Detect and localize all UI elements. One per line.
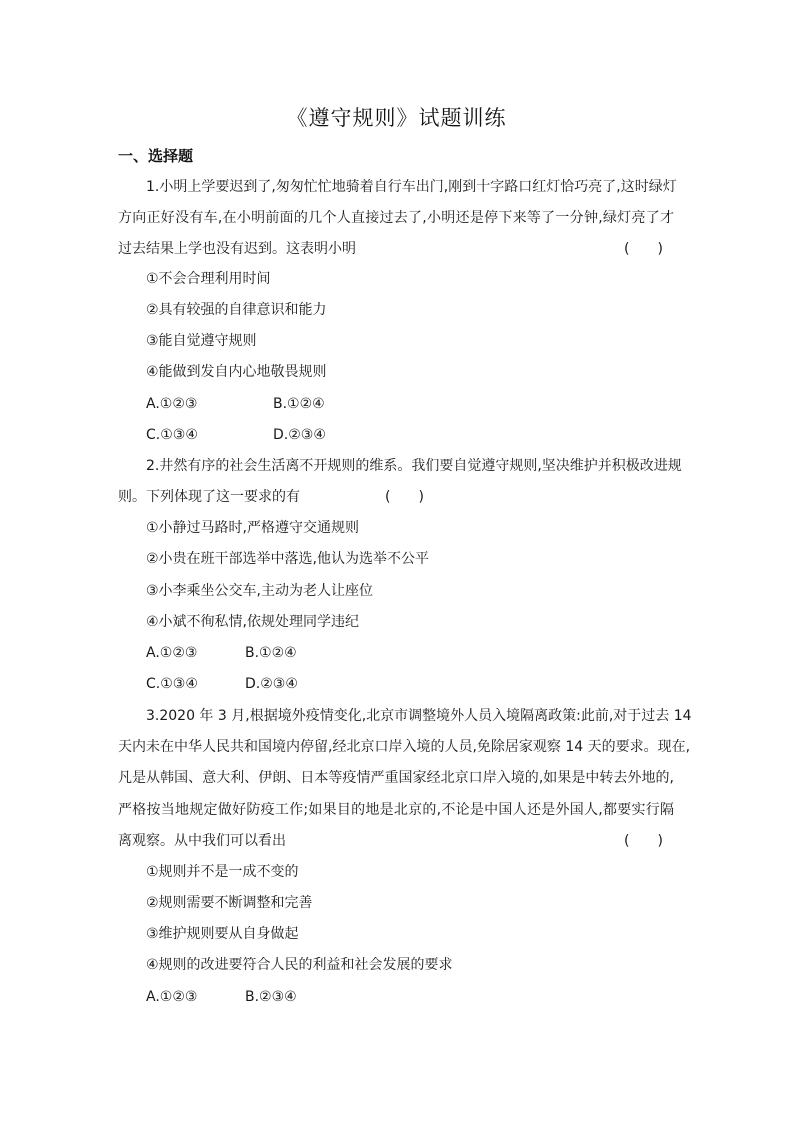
- q3-stem-line-2: 天内未在中华人民共和国境内停留,经北京口岸入境的人员,免除居家观察 14 天的要求。现在,: [118, 739, 691, 755]
- q3-option-2: ②规则需要不断调整和完善: [146, 895, 313, 911]
- q3-option-4: ④规则的改进要符合人民的利益和社会发展的要求: [146, 957, 453, 973]
- section-heading: 一、选择题: [118, 147, 194, 165]
- q2-choice-d: D.②③④: [245, 676, 298, 692]
- q2-option-4: ④小斌不徇私情,依规处理同学违纪: [146, 614, 360, 630]
- q3-option-1: ①规则并不是一成不变的: [146, 864, 299, 880]
- q2-option-1: ①小静过马路时,严格遵守交通规则: [146, 520, 360, 536]
- q1-option-1: ①不会合理利用时间: [146, 271, 271, 287]
- q1-choice-b: B.①②④: [273, 396, 325, 412]
- q2-answer-blank: ( ): [385, 489, 424, 505]
- q1-choice-c: C.①③④: [146, 427, 198, 443]
- q3-stem-line-5: 离观察。从中我们可以看出: [118, 833, 286, 849]
- q2-option-2: ②小贵在班干部选举中落选,他认为选举不公平: [146, 551, 429, 567]
- q1-stem-line-2: 方向正好没有车,在小明前面的几个人直接过去了,小明还是停下来等了一分钟,绿灯亮了才: [118, 210, 674, 226]
- q1-answer-blank: ( ): [624, 241, 663, 257]
- q3-stem-line-3: 凡是从韩国、意大利、伊朗、日本等疫情严重国家经北京口岸入境的,如果是中转去外地的,: [118, 770, 674, 786]
- q1-option-2: ②具有较强的自律意识和能力: [146, 302, 327, 318]
- q2-choice-a: A.①②③: [146, 645, 198, 661]
- q2-option-3: ③小李乘坐公交车,主动为老人让座位: [146, 583, 374, 599]
- q3-stem-line-1: 3.2020 年 3 月,根据境外疫情变化,北京市调整境外人员入境隔离政策:此前,对于过去 14: [146, 708, 692, 724]
- q1-stem-line-1: 1.小明上学要迟到了,匆匆忙忙地骑着自行车出门,刚到十字路口红灯恰巧亮了,这时绿灯: [146, 179, 677, 195]
- q2-choice-b: B.①②④: [245, 645, 297, 661]
- q3-option-3: ③维护规则要从自身做起: [146, 926, 299, 942]
- q3-answer-blank: ( ): [624, 833, 663, 849]
- q2-stem-line-1: 2.井然有序的社会生活离不开规则的维系。我们要自觉遵守规则,坚决维护并积极改进规: [146, 458, 682, 474]
- q3-stem-line-4: 严格按当地规定做好防疫工作;如果目的地是北京的,不论是中国人还是外国人,都要实行隔: [118, 802, 674, 818]
- q1-option-4: ④能做到发自内心地敬畏规则: [146, 364, 327, 380]
- q2-choice-c: C.①③④: [146, 676, 198, 692]
- page-title: 《遵守规则》试题训练: [286, 106, 507, 130]
- q2-stem-line-2: 则。下列体现了这一要求的有: [118, 489, 300, 505]
- q1-choice-d: D.②③④: [273, 427, 326, 443]
- q3-choice-a: A.①②③: [146, 989, 198, 1005]
- q1-option-3: ③能自觉遵守规则: [146, 333, 257, 349]
- q1-stem-line-3: 过去结果上学也没有迟到。这表明小明: [118, 241, 356, 257]
- q1-choice-a: A.①②③: [146, 396, 198, 412]
- q3-choice-b: B.②③④: [245, 989, 297, 1005]
